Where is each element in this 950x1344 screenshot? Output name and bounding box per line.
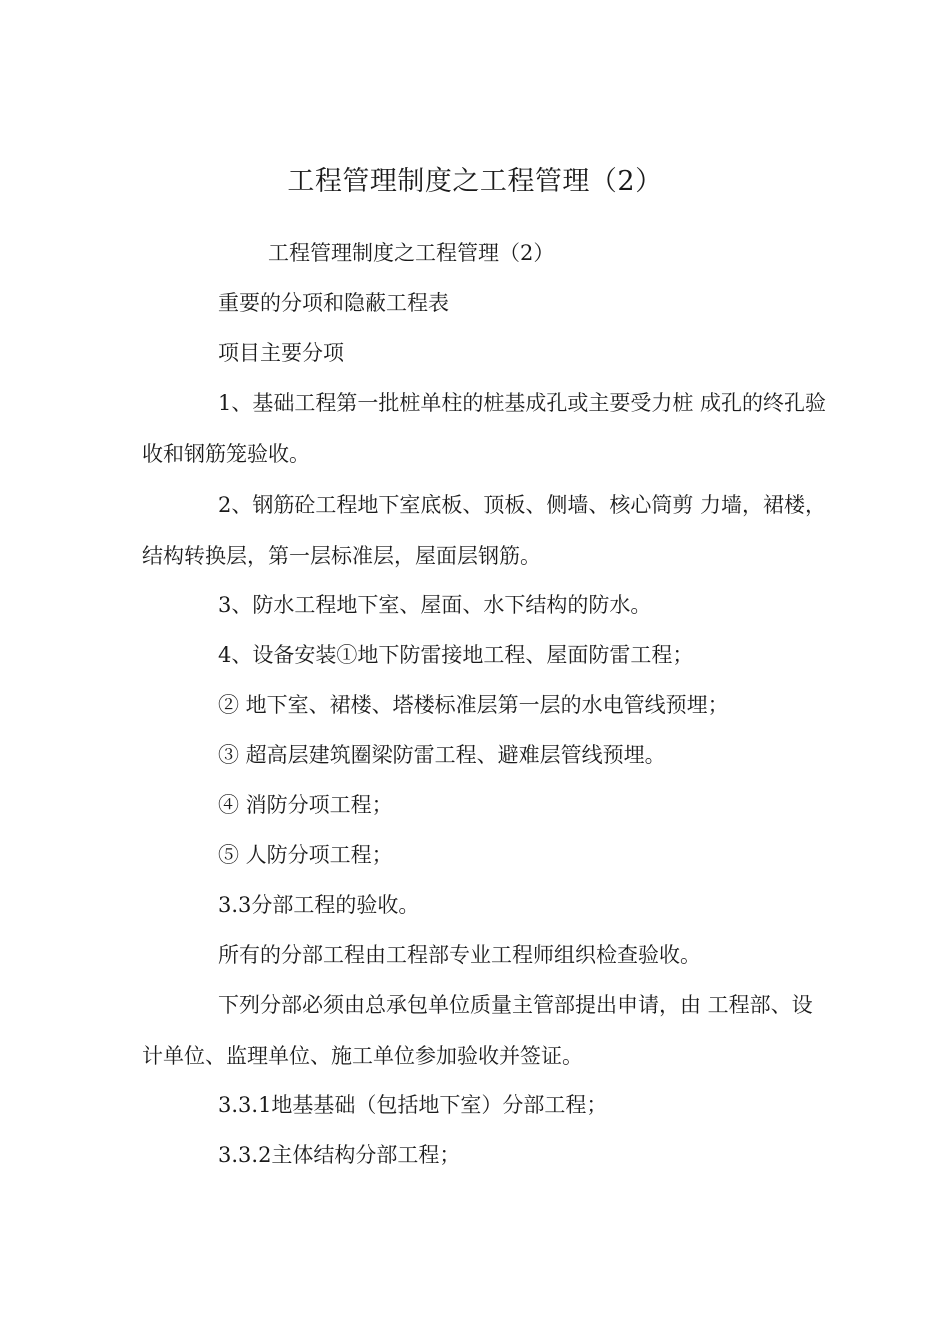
- paragraph-11: 3.3分部工程的验收。: [218, 893, 420, 917]
- paragraph-1: 重要的分项和隐蔽工程表: [218, 291, 449, 315]
- document-subtitle: 工程管理制度之工程管理（2）: [268, 241, 555, 265]
- paragraph-15: 3.3.2主体结构分部工程；: [218, 1143, 461, 1167]
- paragraph-12: 所有的分部工程由工程部专业工程师组织检查验收。: [218, 943, 701, 967]
- document-title: 工程管理制度之工程管理（2）: [287, 166, 663, 197]
- paragraph-14: 3.3.1地基基础（包括地下室）分部工程；: [218, 1093, 608, 1117]
- paragraph-9: ④ 消防分项工程；: [218, 793, 393, 817]
- paragraph-3: 1、基础工程第一批桩单柱的桩基成孔或主要受力桩 成孔的终孔验收和钢筋笼验收。: [142, 391, 827, 466]
- paragraph-4: 2、钢筋砼工程地下室底板、顶板、侧墙、核心筒剪 力墙，裙楼，结构转换层，第一层标准层，屋面层钢筋。: [142, 493, 827, 568]
- paragraph-13: 下列分部必须由总承包单位质量主管部提出申请，由 工程部、设计单位、监理单位、施工单位参加验收并签证。: [142, 993, 813, 1068]
- paragraph-8: ③ 超高层建筑圈梁防雷工程、避难层管线预埋。: [218, 743, 666, 767]
- paragraph-6: 4、设备安装①地下防雷接地工程、屋面防雷工程；: [218, 643, 694, 667]
- paragraph-10: ⑤ 人防分项工程；: [218, 843, 393, 867]
- paragraph-2: 项目主要分项: [218, 341, 344, 365]
- paragraph-7: ② 地下室、裙楼、塔楼标准层第一层的水电管线预埋；: [218, 693, 729, 717]
- paragraph-5: 3、防水工程地下室、屋面、水下结构的防水。: [218, 593, 652, 617]
